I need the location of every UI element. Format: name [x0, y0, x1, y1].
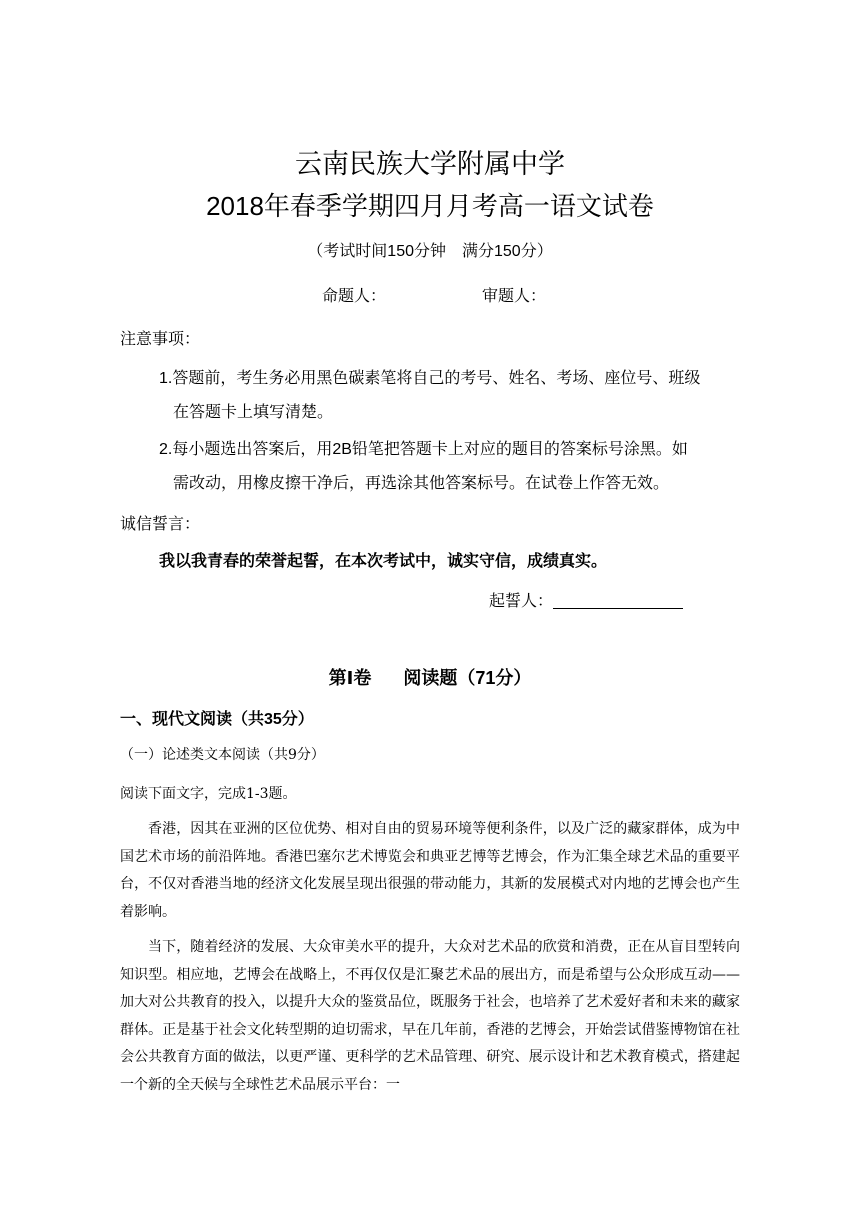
oath-text: 我以我青春的荣誉起誓，在本次考试中，诚实守信，成绩真实。	[159, 553, 608, 570]
subsection-heading: （一）论述类文本阅读（共9分）	[120, 747, 325, 763]
passage-paragraph-text: 香港，因其在亚洲的区位优势、相对自由的贸易环境等便利条件，以及广泛的藏家群体，成为中国艺术市场的前沿阵地。香港巴塞尔艺术博览会和典亚艺博等艺博会，作为汇集全球艺术品的重要平台，不仅对香港当地的经济文化发展呈现出很强的带动能力，其新的发展模式对内地的艺博会也产生着影响。	[120, 821, 740, 920]
exam-info: （考试时间150分钟 满分150分）	[307, 243, 553, 260]
reviewer-label: 审题人：	[482, 288, 547, 305]
passage-paragraph-text: 当下，随着经济的发展、大众审美水平的提升，大众对艺术品的欣赏和消费，正在从盲目型转向知识型。相应地，艺博会在战略上，不再仅仅是汇聚艺术品的展出方，而是希望与公众形成互动——加大对公共教育的投入，以提升大众的鉴赏品位，既服务于社会，也培养了艺术爱好者和未来的藏家群体。正是基于社会文化转型期的迫切需求，早在几年前，香港的艺博会，开始尝试借鉴博物馆在社会公共教育方面的做法，以更严谨、更科学的艺术品管理、研究、展示设计和艺术教育模式，搭建起一个新的全天候与全球性艺术品展示平台：一	[120, 939, 740, 1093]
notes-item-line: 在答题卡上填写清楚。	[173, 404, 334, 421]
oath-heading: 诚信誓言：	[120, 516, 201, 533]
signer-label: 起誓人：	[489, 593, 554, 610]
author-line	[322, 283, 546, 306]
section-heading: 一、现代文阅读（共35分）	[120, 711, 314, 728]
exam-title: 2018年春季学期四月月考高一语文试卷	[206, 191, 654, 221]
notes-heading: 注意事项：	[120, 331, 201, 348]
passage-paragraph	[120, 934, 740, 1099]
part-label: 第Ⅰ卷	[328, 668, 372, 688]
notes-item-line: 需改动，用橡皮擦干净后，再选涂其他答案标号。在试卷上作答无效。	[173, 475, 670, 492]
part-name: 阅读题（71分）	[403, 668, 532, 688]
school-name: 云南民族大学附属中学	[295, 149, 565, 179]
part-title	[0, 664, 860, 690]
notes-item-line: 2.每小题选出答案后，用2B铅笔把答题卡上对应的题目的答案标号涂黑。如	[159, 441, 688, 458]
reading-instruction: 阅读下面文字，完成1-3题。	[120, 786, 297, 802]
notes-item	[159, 433, 688, 501]
passage-paragraph	[120, 816, 740, 926]
signature-blank-line	[553, 592, 683, 609]
signer-field	[489, 588, 683, 611]
notes-item	[159, 362, 700, 430]
author-label: 命题人：	[322, 288, 387, 305]
notes-item-line: 1.答题前，考生务必用黑色碳素笔将自己的考号、姓名、考场、座位号、班级	[159, 370, 701, 387]
